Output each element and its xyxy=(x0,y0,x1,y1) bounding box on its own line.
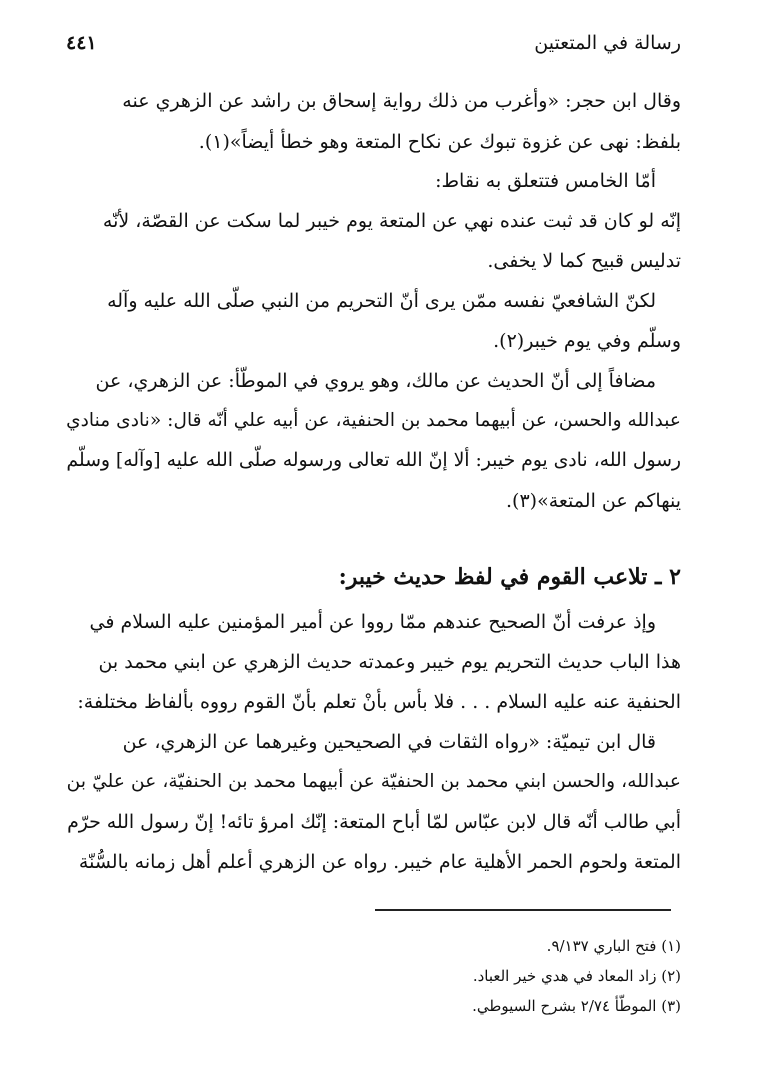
body-line: عبدالله والحسن، عن أبيهما محمد بن الحنفية، عن أبيه علي أنّه قال: «نادى منادي xyxy=(66,410,681,431)
running-title: رسالة في المتعتين xyxy=(534,32,681,54)
body-line: وسلّم وفي يوم خيبر(٢). xyxy=(493,330,681,352)
page-header xyxy=(66,26,681,60)
body-line: أمّا الخامس فتتعلق به نقاط: xyxy=(435,170,656,192)
body-line: هذا الباب حديث التحريم يوم خيبر وعمدته حديث الزهري عن ابني محمد بن xyxy=(98,651,681,673)
body-line: وإذ عرفت أنّ الصحيح عندهم ممّا رووا عن أمير المؤمنين عليه السلام في xyxy=(89,611,656,633)
body-line: تدليس قبيح كما لا يخفى. xyxy=(487,250,681,272)
section-heading: ٢ ـ تلاعب القوم في لفظ حديث خيبر: xyxy=(338,564,681,590)
footnote-divider xyxy=(375,909,671,911)
body-line: لكنّ الشافعيّ نفسه ممّن يرى أنّ التحريم من النبي صلّى الله عليه وآله xyxy=(107,290,656,312)
body-line: عبدالله، والحسن ابني محمد بن الحنفيّة عن أبيهما محمد بن الحنفيّة، عن عليّ بن xyxy=(66,771,681,792)
body-line: إنّه لو كان قد ثبت عنده نهي عن المتعة يوم خيبر لما سكت عن القصّة، لأنّه xyxy=(102,210,681,232)
body-line: ينهاكم عن المتعة»(٣). xyxy=(506,490,681,512)
page-number: ٤٤١ xyxy=(66,32,97,54)
body-line: مضافاً إلى أنّ الحديث عن مالك، وهو يروي في الموطّأ: عن الزهري، عن xyxy=(95,370,656,392)
body-line: وقال ابن حجر: «وأغرب من ذلك رواية إسحاق بن راشد عن الزهري عنه xyxy=(122,90,681,112)
footnote: (١) فتح الباري ٩/١٣٧. xyxy=(546,937,681,955)
body-line: الحنفية عنه عليه السلام . . . فلا بأس بأنْ تعلم بأنّ القوم رووه بألفاظ مختلفة: xyxy=(77,691,681,713)
body-line: قال ابن تيميّة: «رواه الثقات في الصحيحين وغيرهما عن الزهري، عن xyxy=(122,731,656,753)
footnote: (٣) الموطّأ ٢/٧٤ بشرح السيوطي. xyxy=(472,997,681,1015)
body-line: المتعة ولحوم الحمر الأهلية عام خيبر. رواه عن الزهري أعلم أهل زمانه بالسُّنّة xyxy=(78,851,681,873)
body-line: بلفظ: نهى عن غزوة تبوك عن نكاح المتعة وهو خطأ أيضاً»(١). xyxy=(198,131,681,153)
body-line: رسول الله، نادى يوم خيبر: ألا إنّ الله تعالى ورسوله صلّى الله عليه [وآله] وسلّم xyxy=(66,450,681,471)
footnote: (٢) زاد المعاد في هدي خير العباد. xyxy=(472,967,681,985)
body-line: أبي طالب أنّه قال لابن عبّاس لمّا أباح المتعة: إنّك امرؤ تائه! إنّ رسول الله حرّم xyxy=(67,811,681,833)
